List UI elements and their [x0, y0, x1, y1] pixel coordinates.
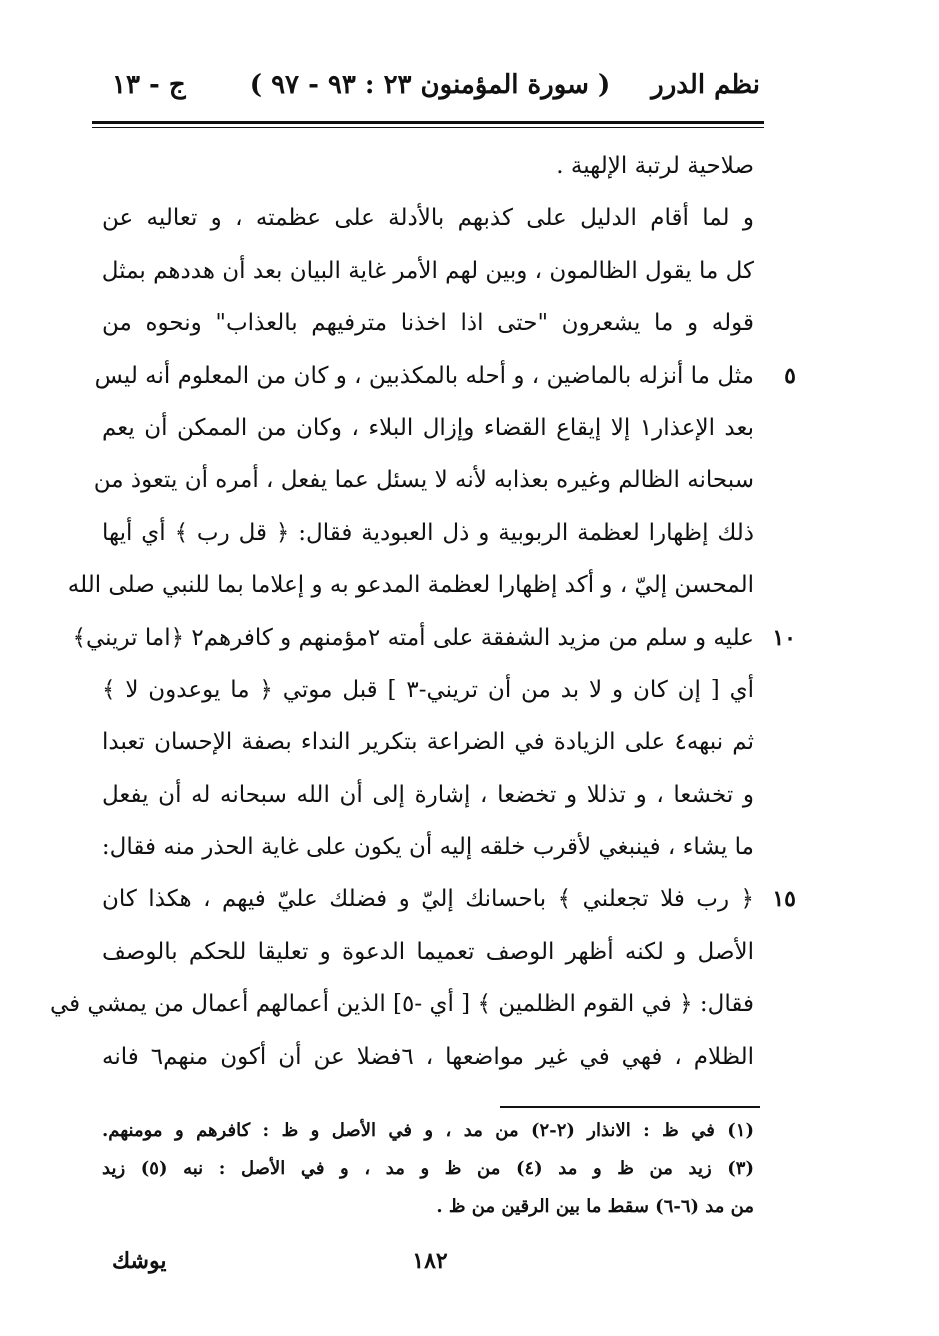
text-line [102, 192, 754, 244]
surah-reference: ( سورة المؤمنون ٢٣ : ٩٣ - ٩٧ ) [249, 70, 611, 100]
text-line [102, 1031, 754, 1083]
footnote-line: (١) في ظ : الانذار (٢-٢) من مد ، و في الأصل و ظ : كافرهم و مومنهم. [102, 1120, 754, 1141]
line-text: صلاحية لرتبة الإلهية . [556, 153, 754, 179]
page-footer [100, 1248, 760, 1280]
line-text: عليه و سلم من مزيد الشفقة على أمته ٢مؤمنهم و كافرهم٢ ﴿اما تريني﴾ [72, 624, 754, 651]
line-text: و تخشعا ، و تذللا و تخضعا ، إشارة إلى أن الله سبحانه له أن يفعل [102, 781, 754, 808]
header-rule-thick [92, 121, 764, 124]
text-line [102, 140, 754, 192]
footnotes [102, 1112, 754, 1226]
line-text: ما يشاء ، فينبغي لأقرب خلقه إليه أن يكون على غاية الحذر منه فقال: [101, 834, 754, 861]
line-text: الظلام ، فهي في غير مواضعها ، ٦فضلا عن أن أكون منهم٦ فانه [102, 1043, 755, 1070]
line-text: مثل ما أنزله بالماضين ، و أحله بالمكذبين ، و كان من المعلوم أنه ليس [94, 362, 754, 389]
line-text: فقال: ﴿ في القوم الظلمين ﴾ [ أي -٥] الذين أعمالهم أعمال من يمشي في [49, 991, 754, 1018]
text-line [102, 716, 754, 768]
footnote-line: من مد (٦-٦) سقط ما بين الرقين من ظ . [436, 1196, 754, 1217]
text-line [72, 612, 796, 664]
text-line [102, 664, 754, 716]
line-text: كل ما يقول الظالمون ، وبين لهم الأمر غاية البيان بعد أن هددهم بمثل [101, 257, 754, 284]
text-line [94, 350, 796, 402]
page-number: ١٨٢ [412, 1248, 448, 1274]
line-number: ١٥ [772, 886, 796, 913]
footnote-rule [500, 1106, 760, 1108]
volume-label: ج - ١٣ [112, 70, 186, 100]
running-header [100, 70, 760, 114]
text-line [102, 402, 754, 454]
text-line [102, 926, 754, 978]
text-line [102, 507, 754, 559]
header-rule-thin [92, 127, 764, 128]
text-line [102, 297, 754, 349]
line-text: و لما أقام الدليل على كذبهم بالأدلة على عظمته ، و تعاليه عن [102, 205, 754, 232]
text-line [93, 454, 754, 506]
text-line [102, 821, 754, 873]
text-line [102, 769, 754, 821]
line-text: ﴿ رب فلا تجعلني ﴾ باحسانك إليّ و فضلك عليّ فيهم ، هكذا كان [102, 886, 754, 913]
line-number: ٥ [784, 362, 796, 389]
signature-mark: يوشك [112, 1248, 167, 1274]
text-line [67, 559, 754, 611]
main-text [49, 140, 796, 1083]
book-title: نظم الدرر [651, 70, 760, 100]
line-text: سبحانه الظالم وغيره بعذابه لأنه لا يسئل عما يفعل ، أمره أن يتعوذ من [93, 467, 754, 494]
footnote-line: (٣) زيد من ظ و مد (٤) من ظ و مد ، و في الأصل : نبه (٥) زيد [102, 1158, 754, 1179]
line-text: المحسن إليّ ، و أكد إظهارا لعظمة المدعو به و إعلاما بما للنبي صلى الله [67, 572, 754, 599]
text-line [102, 245, 754, 297]
line-text: الأصل و لكنه أظهر الوصف تعميما الدعوة و تعليقا للحكم بالوصف [102, 938, 754, 965]
line-text: بعد الإعذار١ إلا إيقاع القضاء وإزال البلاء ، وكان من الممكن أن يعم [102, 414, 755, 441]
text-line [49, 978, 754, 1030]
line-text: ثم نبهه٤ على الزيادة في الضراعة بتكرير النداء بصفة الإحسان تعبدا [102, 729, 755, 756]
line-text: أي [ إن كان و لا بد من أن تريني-٣ ] قبل موتي ﴿ ما يوعدون لا ﴾ [102, 676, 754, 703]
line-text: ذلك إظهارا لعظمة الربوبية و ذل العبودية فقال: ﴿ قل رب ﴾ أي أيها [102, 519, 754, 546]
line-text: قوله و ما يشعرون "حتى اذا اخذنا مترفيهم بالعذاب" ونحوه من [102, 310, 754, 337]
text-line [102, 873, 796, 925]
line-number: ١٠ [772, 624, 796, 651]
